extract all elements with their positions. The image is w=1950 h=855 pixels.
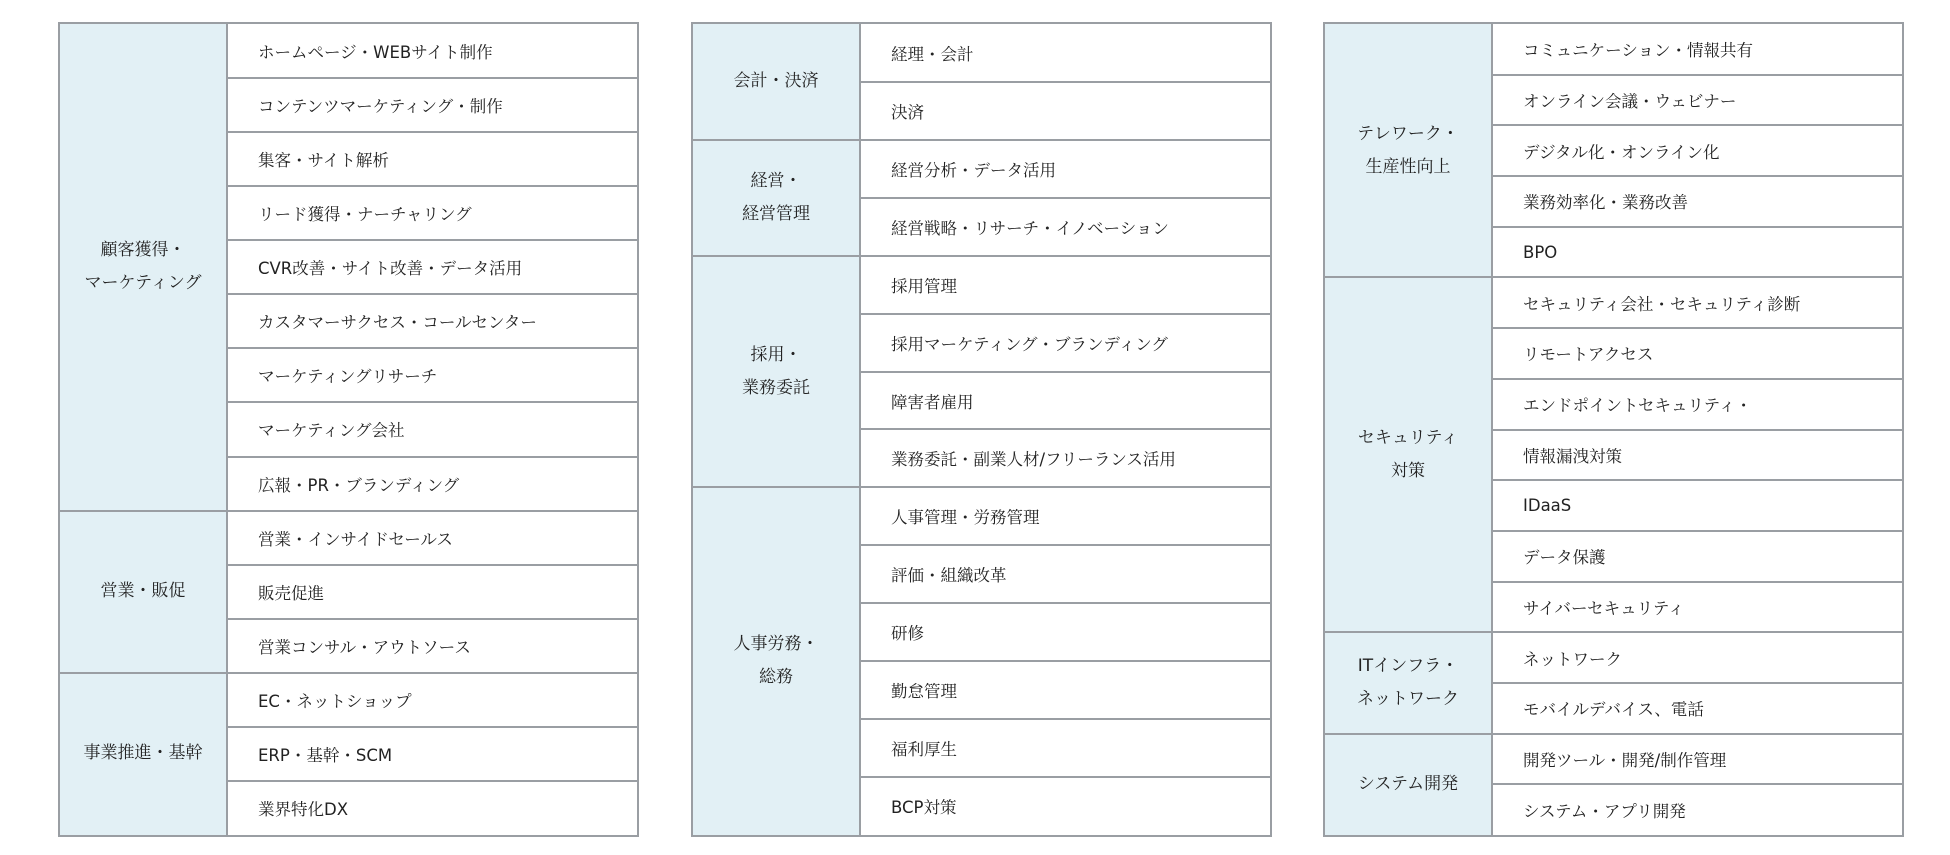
category-label bbox=[1325, 734, 1493, 835]
category-label-line: 営業・販促 bbox=[100, 581, 186, 602]
category-label-line: テレワーク・ bbox=[1357, 123, 1459, 144]
category-item-list bbox=[228, 24, 637, 511]
category-label-line: システム開発 bbox=[1357, 773, 1459, 794]
row-divider bbox=[1493, 479, 1902, 481]
row-divider bbox=[228, 77, 637, 79]
category-item-link[interactable]: IDaaS bbox=[1523, 496, 1572, 516]
category-item-list bbox=[1493, 24, 1902, 277]
category-item-link[interactable]: ERP・基幹・SCM bbox=[258, 745, 393, 765]
row-divider bbox=[861, 776, 1270, 778]
row-divider bbox=[228, 780, 637, 782]
row-divider bbox=[228, 401, 637, 403]
category-item-link[interactable]: 人事管理・労務管理 bbox=[891, 508, 1040, 528]
category-item-link[interactable]: 経理・会計 bbox=[891, 44, 974, 64]
category-item-link[interactable]: 営業・インサイドセールス bbox=[258, 529, 453, 549]
row-divider bbox=[861, 371, 1270, 373]
category-item-list bbox=[861, 487, 1270, 835]
row-divider bbox=[1493, 327, 1902, 329]
category-panel-1 bbox=[58, 22, 639, 837]
row-divider bbox=[228, 131, 637, 133]
category-label-line: ネットワーク bbox=[1357, 688, 1459, 709]
category-item-link[interactable]: マーケティング会社 bbox=[258, 421, 405, 441]
row-divider bbox=[228, 347, 637, 349]
category-item-link[interactable]: 勤怠管理 bbox=[891, 682, 957, 702]
category-label bbox=[693, 140, 861, 256]
category-item-link[interactable]: 経営分析・データ活用 bbox=[891, 160, 1056, 180]
category-item-link[interactable]: 業界特化DX bbox=[258, 799, 349, 819]
row-divider bbox=[1493, 783, 1902, 785]
category-item-link[interactable]: BPO bbox=[1523, 242, 1558, 262]
category-label-line: 事業推進・基幹 bbox=[83, 743, 203, 764]
row-divider bbox=[861, 544, 1270, 546]
category-item-link[interactable]: モバイルデバイス、電話 bbox=[1523, 700, 1704, 720]
category-group bbox=[693, 256, 1270, 488]
category-item-link[interactable]: 障害者雇用 bbox=[891, 392, 974, 412]
category-item-link[interactable]: マーケティングリサーチ bbox=[258, 367, 438, 387]
category-item-list bbox=[861, 140, 1270, 256]
group-divider bbox=[693, 139, 1270, 141]
row-divider bbox=[861, 428, 1270, 430]
row-divider bbox=[1493, 74, 1902, 76]
category-item-list bbox=[861, 256, 1270, 488]
category-label-line: セキュリティ bbox=[1357, 427, 1459, 448]
row-divider bbox=[1493, 226, 1902, 228]
category-item-link[interactable]: 採用管理 bbox=[891, 276, 957, 296]
category-item-link[interactable]: サイバーセキュリティ bbox=[1523, 598, 1685, 618]
group-divider bbox=[693, 486, 1270, 488]
category-group bbox=[1325, 277, 1902, 632]
category-group bbox=[60, 673, 637, 835]
category-group bbox=[60, 24, 637, 511]
row-divider bbox=[861, 718, 1270, 720]
category-item-link[interactable]: 開発ツール・開発/制作管理 bbox=[1523, 750, 1727, 770]
group-divider bbox=[693, 255, 1270, 257]
row-divider bbox=[861, 602, 1270, 604]
category-item-link[interactable]: 業務効率化・業務改善 bbox=[1523, 193, 1688, 213]
category-group bbox=[1325, 24, 1902, 277]
category-item-link[interactable]: ネットワーク bbox=[1523, 649, 1622, 669]
category-group bbox=[1325, 632, 1902, 733]
row-divider bbox=[1493, 429, 1902, 431]
row-divider bbox=[1493, 124, 1902, 126]
row-divider bbox=[861, 81, 1270, 83]
category-item-list bbox=[1493, 632, 1902, 733]
category-item-link[interactable]: 業務委託・副業人材/フリーランス活用 bbox=[891, 450, 1176, 470]
category-item-link[interactable]: 評価・組織改革 bbox=[891, 566, 1007, 586]
category-label bbox=[60, 673, 228, 835]
group-divider bbox=[1325, 733, 1902, 735]
category-item-link[interactable]: 広報・PR・ブランディング bbox=[258, 475, 460, 495]
category-item-link[interactable]: BCP対策 bbox=[891, 798, 957, 818]
category-label-line: 人事労務・ bbox=[733, 634, 819, 655]
category-item-link[interactable]: リード獲得・ナーチャリング bbox=[258, 205, 472, 225]
category-panel-3 bbox=[1323, 22, 1904, 837]
row-divider bbox=[1493, 530, 1902, 532]
category-label-line: 経営管理 bbox=[742, 203, 810, 224]
category-label-line: マーケティング bbox=[84, 273, 202, 294]
category-label-line: 生産性向上 bbox=[1365, 156, 1451, 177]
category-label-line: 総務 bbox=[759, 667, 793, 688]
category-item-link[interactable]: 情報漏洩対策 bbox=[1523, 446, 1622, 466]
category-label bbox=[60, 511, 228, 673]
category-item-link[interactable]: 営業コンサル・アウトソース bbox=[258, 637, 471, 657]
group-divider bbox=[60, 510, 637, 512]
category-label-line: 会計・決済 bbox=[733, 71, 819, 92]
category-item-link[interactable]: エンドポイントセキュリティ・ bbox=[1523, 396, 1752, 416]
row-divider bbox=[861, 313, 1270, 315]
row-divider bbox=[228, 185, 637, 187]
row-divider bbox=[228, 564, 637, 566]
category-label bbox=[60, 24, 228, 511]
row-divider bbox=[861, 660, 1270, 662]
category-item-link[interactable]: 集客・サイト解析 bbox=[258, 151, 389, 171]
category-item-link[interactable]: コミュニケーション・情報共有 bbox=[1523, 41, 1754, 61]
row-divider bbox=[228, 239, 637, 241]
category-group bbox=[693, 24, 1270, 140]
category-panel-2 bbox=[691, 22, 1272, 837]
category-item-list bbox=[1493, 734, 1902, 835]
row-divider bbox=[228, 456, 637, 458]
row-divider bbox=[228, 726, 637, 728]
category-item-link[interactable]: EC・ネットショップ bbox=[258, 691, 412, 711]
category-item-link[interactable]: 福利厚生 bbox=[891, 740, 957, 760]
category-item-link[interactable]: デジタル化・オンライン化 bbox=[1523, 142, 1720, 162]
category-label bbox=[693, 487, 861, 835]
category-item-link[interactable]: リモートアクセス bbox=[1523, 345, 1654, 365]
category-item-link[interactable]: CVR改善・サイト改善・データ活用 bbox=[258, 259, 523, 279]
category-item-list bbox=[228, 673, 637, 835]
category-label bbox=[1325, 24, 1493, 277]
category-item-link[interactable]: データ保護 bbox=[1523, 548, 1606, 568]
row-divider bbox=[228, 618, 637, 620]
category-item-link[interactable]: セキュリティ会社・セキュリティ診断 bbox=[1523, 294, 1801, 314]
group-divider bbox=[60, 672, 637, 674]
category-item-list bbox=[1493, 277, 1902, 632]
category-label bbox=[1325, 632, 1493, 733]
category-item-link[interactable]: カスタマーサクセス・コールセンター bbox=[258, 313, 537, 333]
category-item-link[interactable]: 研修 bbox=[891, 624, 924, 644]
category-group bbox=[693, 487, 1270, 835]
row-divider bbox=[861, 197, 1270, 199]
category-label-line: 顧客獲得・ bbox=[100, 240, 186, 261]
category-item-link[interactable]: 販売促進 bbox=[258, 583, 324, 603]
category-group bbox=[1325, 734, 1902, 835]
category-item-link[interactable]: 決済 bbox=[891, 102, 924, 122]
category-item-link[interactable]: システム・アプリ開発 bbox=[1523, 801, 1686, 821]
category-item-link[interactable]: 経営戦略・リサーチ・イノベーション bbox=[891, 218, 1169, 238]
category-label-line: 対策 bbox=[1391, 460, 1425, 481]
row-divider bbox=[1493, 682, 1902, 684]
category-label-line: ITインフラ・ bbox=[1357, 655, 1459, 676]
category-label bbox=[1325, 277, 1493, 632]
category-label-line: 採用・ bbox=[750, 344, 802, 365]
group-divider bbox=[1325, 276, 1902, 278]
row-divider bbox=[1493, 581, 1902, 583]
category-item-list bbox=[228, 511, 637, 673]
category-label bbox=[693, 256, 861, 488]
category-item-link[interactable]: 採用マーケティング・ブランディング bbox=[891, 334, 1168, 354]
group-divider bbox=[1325, 631, 1902, 633]
row-divider bbox=[1493, 378, 1902, 380]
category-group bbox=[60, 511, 637, 673]
category-item-link[interactable]: ホームページ・WEBサイト制作 bbox=[258, 43, 493, 63]
category-item-link[interactable]: オンライン会議・ウェビナー bbox=[1523, 92, 1737, 112]
category-item-list bbox=[861, 24, 1270, 140]
category-label bbox=[693, 24, 861, 140]
category-label-line: 経営・ bbox=[750, 170, 802, 191]
row-divider bbox=[1493, 175, 1902, 177]
category-group bbox=[693, 140, 1270, 256]
category-label-line: 業務委託 bbox=[742, 377, 810, 398]
category-item-link[interactable]: コンテンツマーケティング・制作 bbox=[258, 97, 503, 117]
row-divider bbox=[228, 293, 637, 295]
